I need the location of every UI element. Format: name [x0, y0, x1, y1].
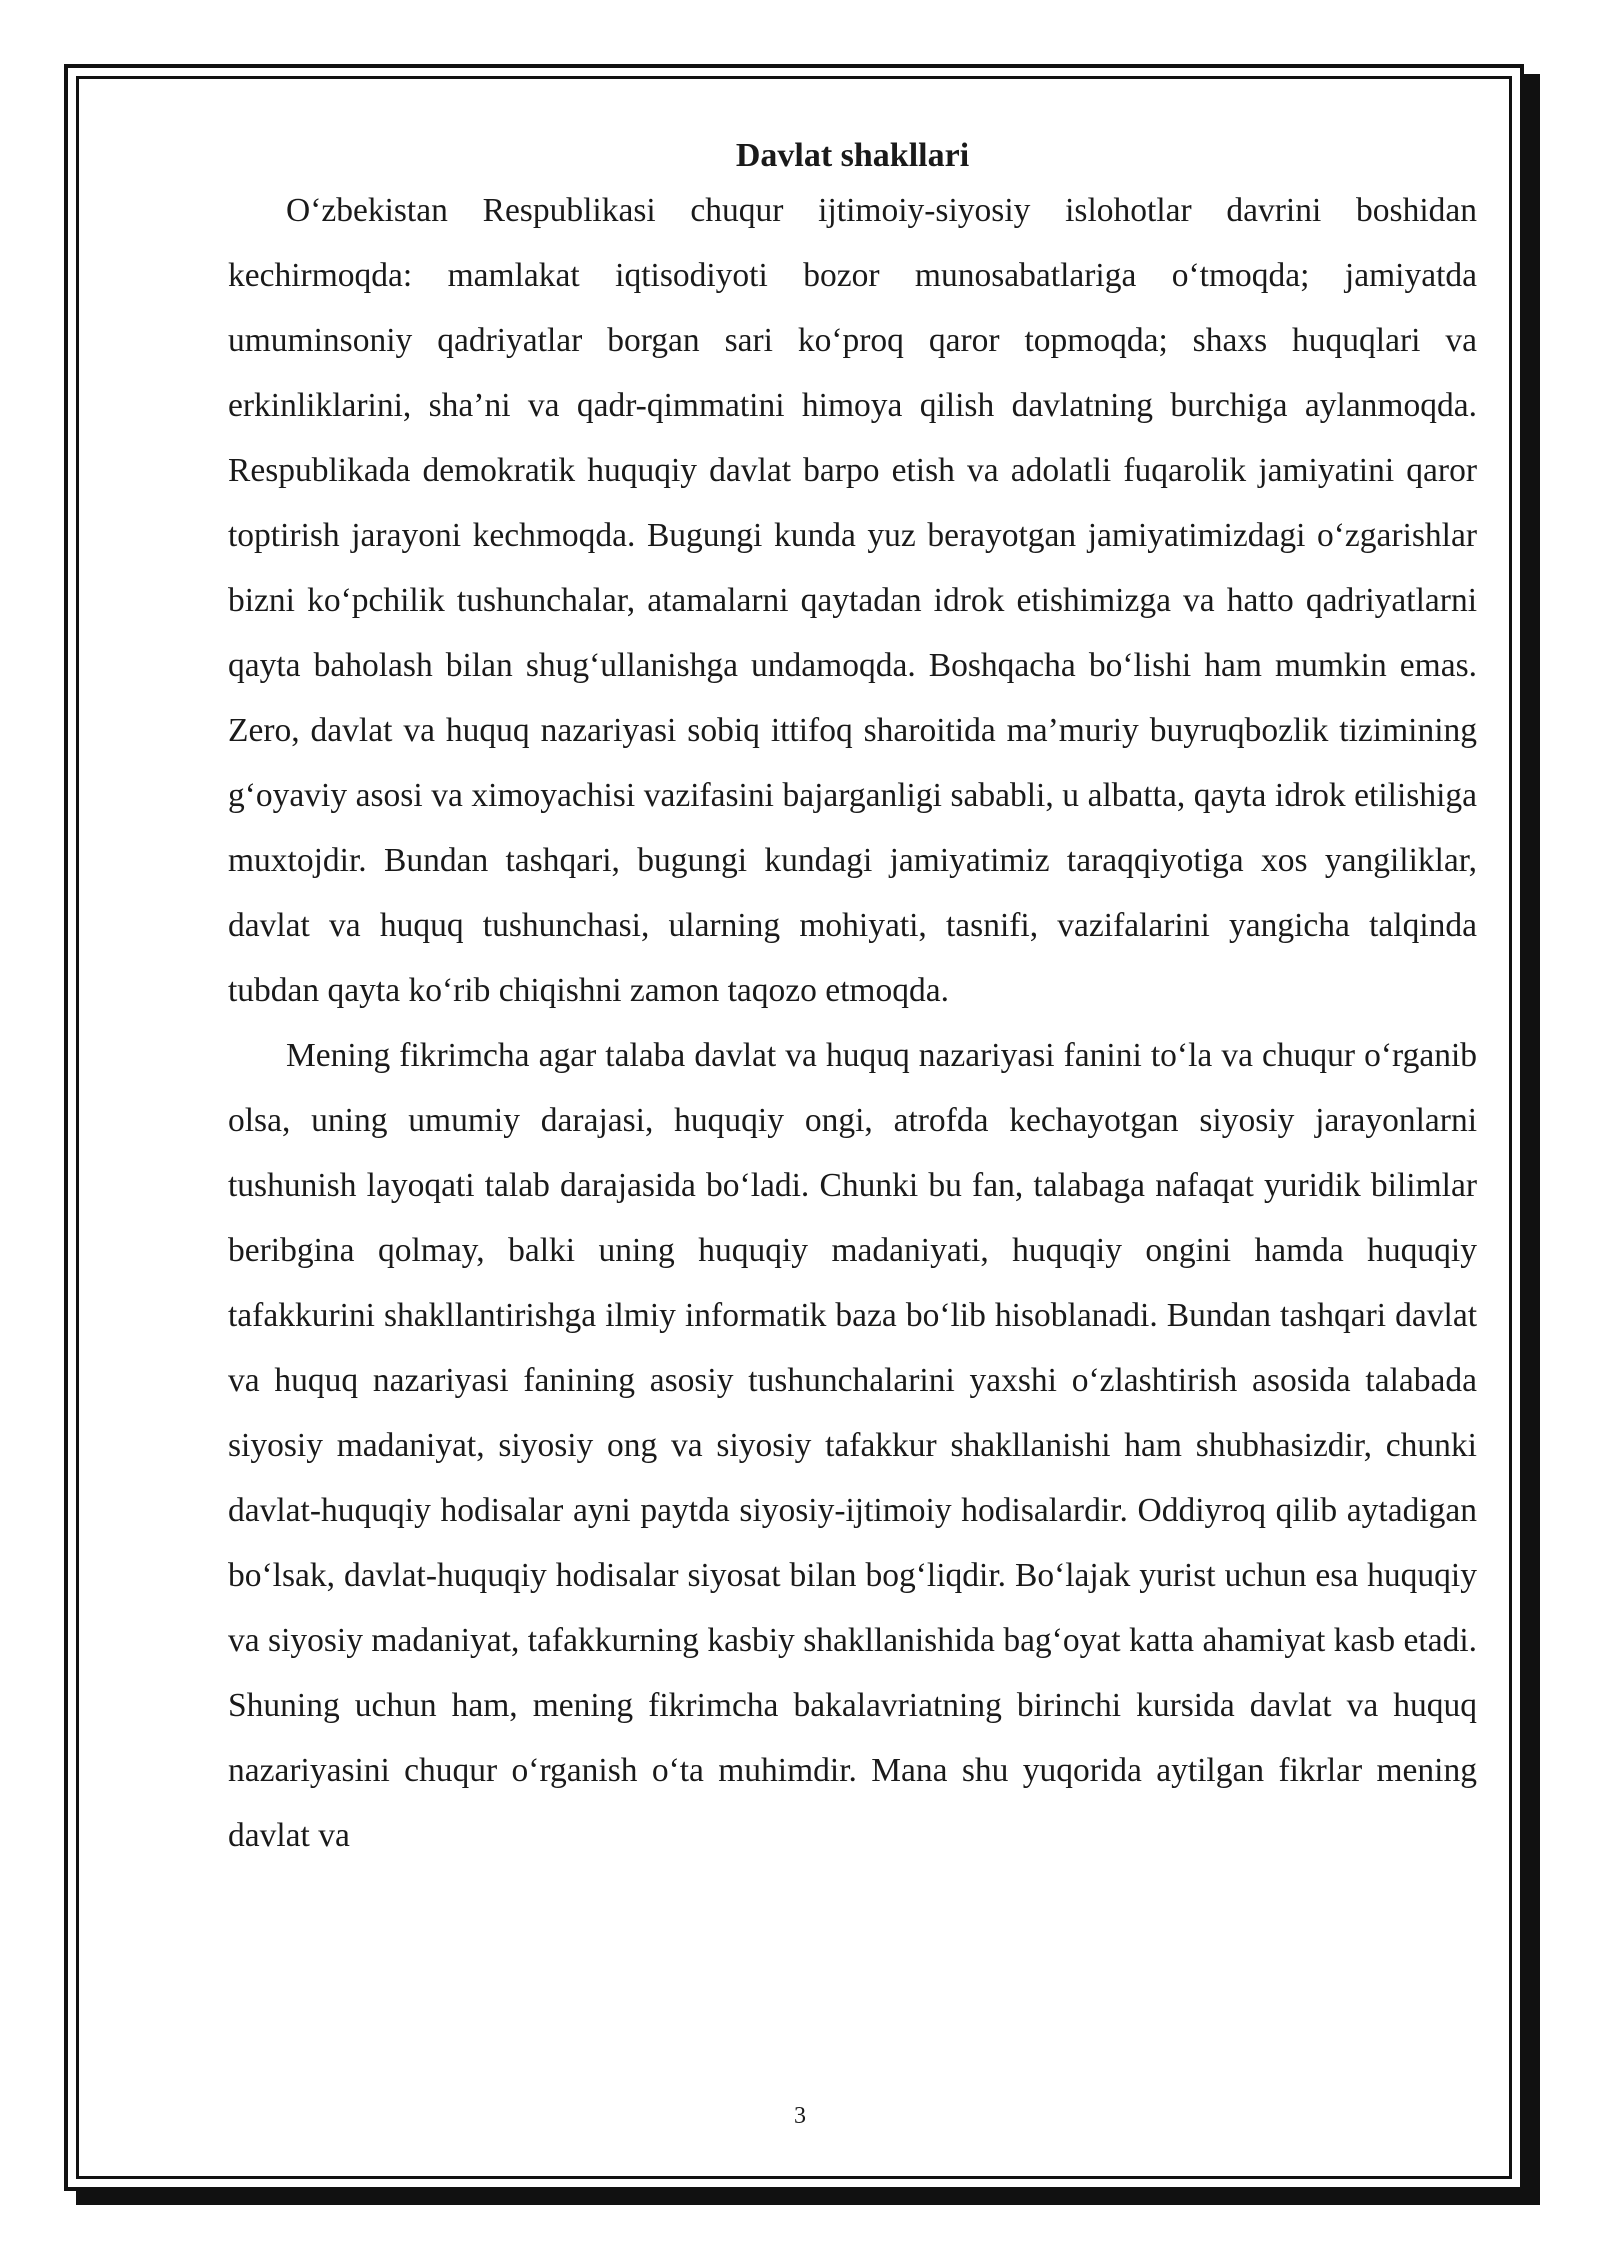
page-number: 3	[794, 2103, 806, 2129]
paragraph-1: O‘zbekistan Respublikasi chuqur ijtimoiy-siyosiy islohotlar davrini boshidan kechirmoqda: mamlakat iqtisodiyoti bozor munosabatlariga o‘tmoqda; jamiyatda umuminsoniy qadriyatlar borgan sari ko‘proq qaror topmoqda; shaxs huquqlari va erkinliklarini, sha’ni va qadr-qimmatini himoya qilish davlatning burchiga aylanmoqda. Respublikada demokratik huquqiy davlat barpo etish va adolatli fuqarolik jamiyatini qaror toptirish jarayoni kechmoqda. Bugungi kunda yuz berayotgan jamiyatimizdagi o‘zgarishlar bizni ko‘pchilik tushunchalar, atamalarni qaytadan idrok etishimizga va hatto qadriyatlarni qayta baholash bilan shug‘ullanishga undamoqda. Boshqacha bo‘lishi ham mumkin emas. Zero, davlat va huquq nazariyasi sobiq ittifoq sharoitida ma’muriy buyruqbozlik tizimining g‘oyaviy asosi va ximoyachisi vazifasini bajarganligi sababli, u albatta, qayta idrok etilishiga muxtojdir. Bundan tashqari, bugungi kundagi jamiyatimiz taraqqiyotiga xos yangiliklar, davlat va huquq tushunchasi, ularning mohiyati, tasnifi, vazifalarini yangicha talqinda tubdan qayta ko‘rib chiqishni zamon taqozo etmoqda.	[228, 192, 1477, 1009]
paragraph-2: Mening fikrimcha agar talaba davlat va huquq nazariyasi fanini to‘la va chuqur o‘rganib olsa, uning umumiy darajasi, huquqiy ongi, atrofda kechayotgan siyosiy jarayonlarni tushunish layoqati talab darajasida bo‘ladi. Chunki bu fan, talabaga nafaqat yuridik bilimlar beribgina qolmay, balki uning huquqiy madaniyati, huquqiy ongini hamda huquqiy tafakkurini shakllantirishga ilmiy informatik baza bo‘lib hisoblanadi. Bundan tashqari davlat va huquq nazariyasi fanining asosiy tushunchalarini yaxshi o‘zlashtirish asosida talabada siyosiy madaniyat, siyosiy ong va siyosiy tafakkur shakllanishi ham shubhasizdir, chunki davlat-huquqiy hodisalar ayni paytda siyosiy-ijtimoiy hodisalardir. Oddiyroq qilib aytadigan bo‘lsak, davlat-huquqiy hodisalar siyosat bilan bog‘liqdir. Bo‘lajak yurist uchun esa huquqiy va siyosiy madaniyat, tafakkurning kasbiy shakllanishida bag‘oyat katta ahamiyat kasb etadi. Shuning uchun ham, mening fikrimcha bakalavriatning birinchi kursida davlat va huquq nazariyasini chuqur o‘rganish o‘ta muhimdir. Mana shu yuqorida aytilgan fikrlar mening davlat va	[228, 1037, 1477, 1854]
document-body	[228, 134, 1477, 1868]
document-title: Davlat shakllari	[735, 137, 970, 174]
